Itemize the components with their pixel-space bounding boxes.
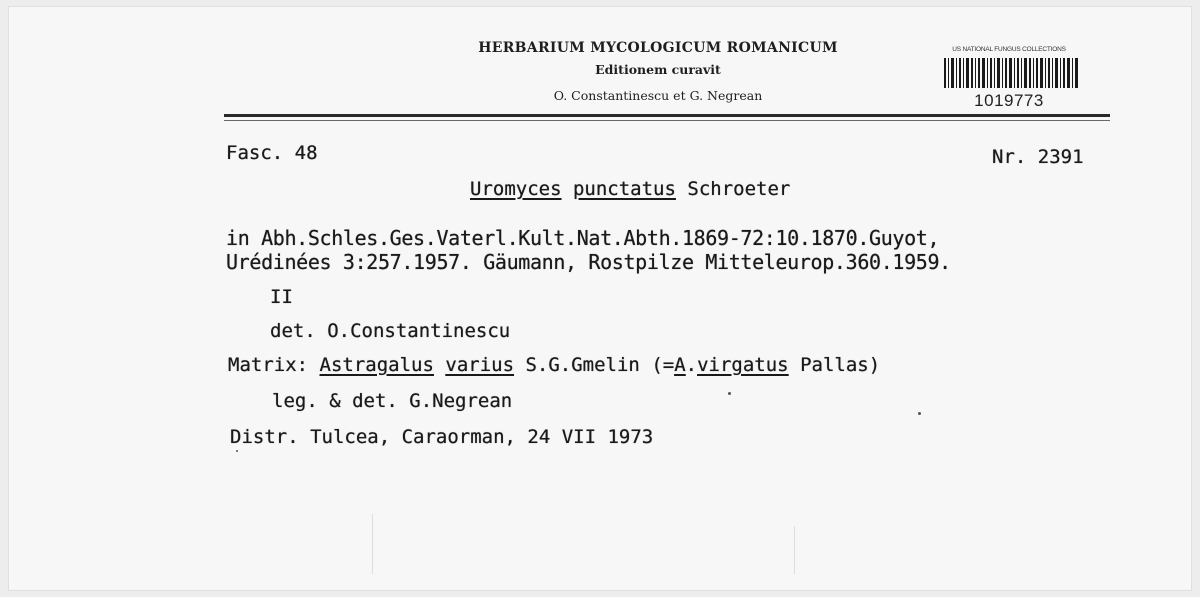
herbarium-title: HERBARIUM MYCOLOGICUM ROMANICUM	[478, 40, 838, 56]
collector: leg. & det. G.Negrean	[272, 390, 513, 412]
editor-caption: Editionem curavit	[595, 62, 721, 77]
reference-line-2: Urédinées 3:257.1957. Gäumann, Rostpilze Mitteleurop.360.1959.	[226, 250, 951, 274]
ink-speck	[236, 450, 238, 452]
barcode-label	[932, 44, 1086, 116]
species-author: Schroeter	[687, 178, 791, 200]
header-rule-thin	[224, 120, 1110, 121]
paper-crease	[794, 526, 795, 574]
spore-stage: II	[270, 286, 293, 308]
species-epithet: punctatus	[572, 178, 676, 200]
synonym-epithet: virgatus	[697, 354, 789, 376]
host-matrix	[228, 354, 880, 376]
synonym-author: Pallas)	[800, 354, 881, 376]
barcode-caption: US NATIONAL FUNGUS COLLECTIONS	[952, 46, 1066, 53]
species-genus: Uromyces	[470, 178, 562, 200]
barcode-number: 1019773	[974, 91, 1044, 110]
paper-crease	[372, 514, 373, 574]
species-name	[470, 178, 790, 200]
barcode-icon	[944, 58, 1078, 88]
matrix-prefix: Matrix:	[228, 354, 309, 376]
host-genus: Astragalus	[319, 354, 434, 376]
specimen-label	[8, 6, 1192, 591]
synonym-open: (=	[651, 354, 675, 376]
host-author: S.G.Gmelin	[525, 354, 640, 376]
synonym-dot: .	[685, 354, 698, 376]
locality: Distr. Tulcea, Caraorman, 24 VII 1973	[230, 426, 654, 448]
ink-speck	[918, 412, 921, 415]
editor-names: O. Constantinescu et G. Negrean	[553, 88, 763, 103]
synonym-genus: A	[674, 354, 686, 376]
ink-speck	[728, 392, 731, 395]
determiner: det. O.Constantinescu	[270, 320, 511, 342]
fascicle-number: Fasc. 48	[226, 142, 318, 164]
reference-line-1: in Abh.Schles.Ges.Vaterl.Kult.Nat.Abth.1869-72:10.1870.Guyot,	[226, 226, 940, 250]
header-rule	[224, 114, 1110, 117]
host-epithet: varius	[445, 354, 515, 376]
exsiccata-number: Nr. 2391	[992, 146, 1084, 168]
herbarium-sheet	[8, 6, 1192, 591]
